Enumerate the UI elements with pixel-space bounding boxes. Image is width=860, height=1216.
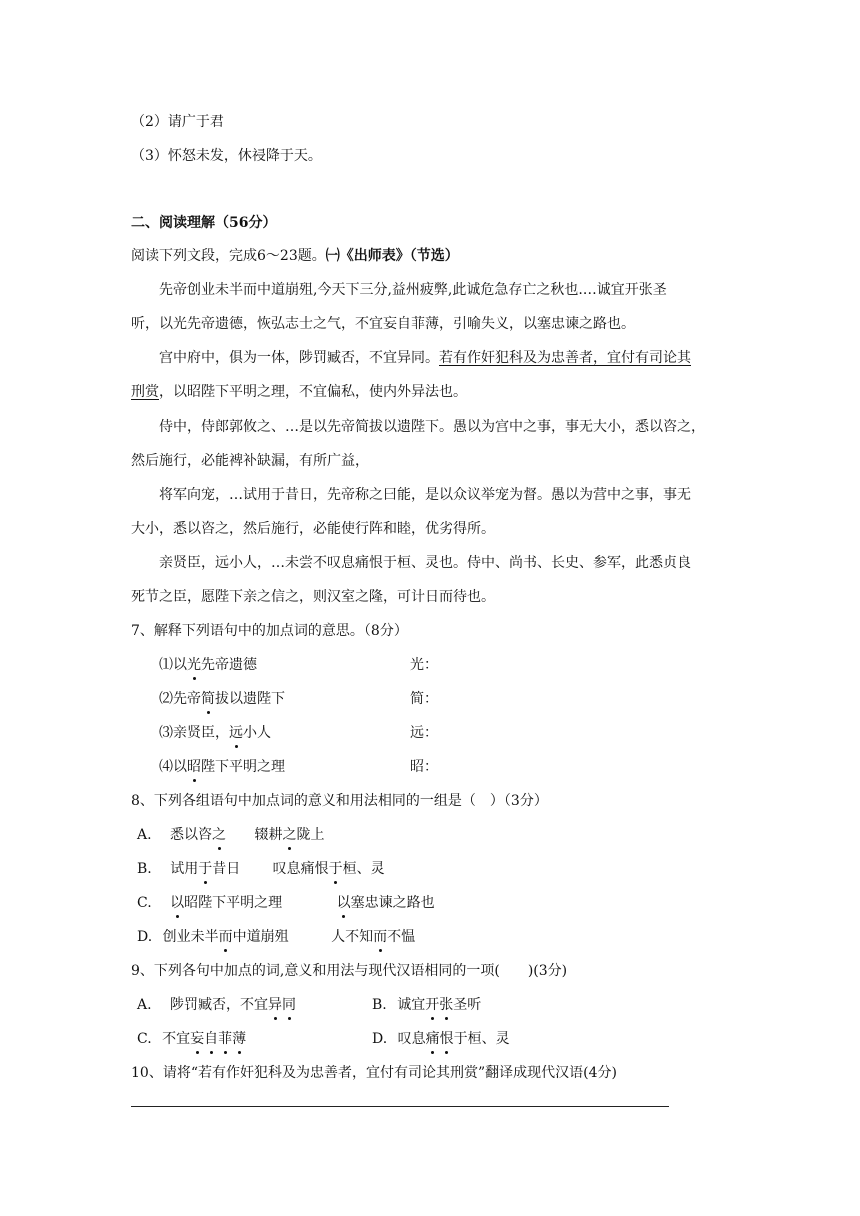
option-text: 不愠 [387,929,416,945]
q7-item-text: 小人 [243,725,271,741]
dotted-word: 而 [218,929,233,945]
dotted-word: 痛 [425,1031,440,1047]
passage-p4-line2: 大小，悉以咨之，然后施行，必能使行阵和睦，优劣得所。 [131,521,495,537]
answer-line[interactable] [131,1106,669,1107]
q7-item-text: 陛下平明之理 [201,759,285,775]
passage-p2-line2 [131,382,467,402]
p2-rest: ，以昭陛下平明之理，不宜偏私，使内外异法也。 [159,384,467,400]
dotted-word: 于 [198,861,213,877]
option-text: 陇上 [296,827,325,843]
q7-item-text: 拔以遗陛下 [215,691,285,707]
dotted-word: 菲 [218,1031,233,1047]
passage-p5-line1: 亲贤臣，远小人，…未尝不叹息痛恨于桓、灵也。侍中、尚书、长史、参军，此悉贞良 [159,555,691,571]
option-letter: A. [137,997,152,1013]
q7-item [159,757,285,777]
passage-p5-line2: 死节之臣，愿陛下亲之信之，则汉室之隆，可计日而待也。 [131,589,495,605]
q7-stem: 7、解释下列语句中的加点词的意思。（8分） [131,623,408,639]
dotted-word: 昭 [187,759,201,775]
option-text: 昔日 [212,861,241,877]
q7-answer-label: 昭： [410,759,438,775]
dotted-word: 同 [282,997,297,1013]
option-letter: D. [137,929,153,945]
passage-p2-line1 [159,348,691,368]
q9-option-c[interactable] [137,1029,246,1049]
q7-item [159,689,285,709]
p2-underlined-end: 刑赏 [131,384,159,400]
q7-answer-label: 光： [410,657,438,673]
q8-option-d[interactable] [137,927,415,947]
dotted-word: 张 [439,997,454,1013]
option-text: 叹息痛恨 [272,861,329,877]
option-letter: A. [137,827,152,843]
option-text: 叹息 [397,1031,426,1047]
q8-option-c[interactable] [137,893,435,913]
option-text: 人不知 [331,929,374,945]
dotted-word: 之 [282,827,297,843]
passage-p3-line2: 然后施行，必能裨补缺漏，有所广益， [131,453,369,469]
q7-item-text: ⑵先帝 [159,691,201,707]
q7-item [159,655,257,675]
q8-stem: 8、下列各组语句中加点词的意义和用法相同的一组是（ ）（3分） [131,793,548,809]
dotted-word: 而 [373,929,388,945]
q9-option-d[interactable] [372,1029,510,1049]
q9-option-a[interactable] [137,995,296,1015]
p2-underlined-text: 若有作奸犯科及为忠善者，宜付有司论其 [439,350,691,366]
dotted-word: 异 [268,997,283,1013]
dotted-word: 妄 [190,1031,205,1047]
passage-title: ㈠《出师表》（节选） [325,248,459,264]
option-text: 辍耕 [254,827,283,843]
option-text: 创业未半 [162,929,219,945]
p2-text: 宫中府中，俱为一体，陟罚臧否，不宜异同。 [159,350,439,366]
dotted-word: 自 [204,1031,219,1047]
dotted-word: 恨 [439,1031,454,1047]
q9-stem: 9、下列各句中加点的词,意义和用法与现代汉语相同的一项( )(3分) [131,963,568,979]
dotted-word: 之 [212,827,227,843]
option-text: 陟罚臧否，不宜 [170,997,269,1013]
dotted-word: 远 [229,725,243,741]
intro-text: 阅读下列文段，完成6～23题。 [131,248,326,264]
option-letter: C. [137,895,152,911]
option-text: 悉以咨 [170,827,213,843]
passage-p1-line1: 先帝创业未半而中道崩殂,今天下三分,益州疲弊,此诚危急存亡之秋也.…诚宜开张圣 [159,282,667,298]
option-text: 中道崩殂 [232,929,289,945]
q7-item-text: ⑷以 [159,759,187,775]
dotted-word: 于 [328,861,343,877]
dotted-word: 光 [187,657,201,673]
option-letter: D. [372,1031,388,1047]
option-text: 诚宜 [397,997,426,1013]
q8-option-a[interactable] [137,825,324,845]
option-text: 塞忠谏之路也 [350,895,435,911]
option-letter: B. [137,861,152,877]
q7-item-text: 先帝遗德 [201,657,257,673]
q7-item [159,723,271,743]
q7-item-text: ⑴以 [159,657,187,673]
option-text: 圣听 [453,997,482,1013]
dotted-word: 薄 [232,1031,247,1047]
section-heading: 二、阅读理解（56分） [131,215,277,231]
option-text: 不宜 [162,1031,191,1047]
option-text: 昭陛下平明之理 [184,895,283,911]
option-text: 于桓、灵 [453,1031,510,1047]
q7-item-text: ⑶亲贤臣， [159,725,229,741]
q7-answer-label: 简： [410,691,438,707]
q5-item-2: （2）请广于君 [131,114,224,130]
q8-option-b[interactable] [137,859,385,879]
dotted-word: 简 [201,691,215,707]
q7-answer-label: 远： [410,725,438,741]
option-letter: C. [137,1031,152,1047]
dotted-word: 开 [425,997,440,1013]
q5-item-3: （3）怀怒未发，休祲降于天。 [131,148,322,164]
passage-p3-line1: 侍中，侍郎郭攸之、…是以先帝简拔以遗陛下。愚以为宫中之事，事无大小，悉以咨之， [159,419,705,435]
passage-p1-line2: 听，以光先帝遗德，恢弘志士之气，不宜妄自菲薄，引喻失义，以塞忠谏之路也。 [131,316,635,332]
dotted-word: 以 [336,895,351,911]
q9-option-b[interactable] [372,995,481,1015]
option-letter: B. [372,997,387,1013]
section-intro [131,246,459,266]
passage-p4-line1: 将军向宠，…试用于昔日，先帝称之曰能，是以众议举宠为督。愚以为营中之事，事无 [159,487,691,503]
dotted-word: 以 [170,895,185,911]
option-text: 桓、灵 [342,861,385,877]
q10-stem: 10、请将“若有作奸犯科及为忠善者，宜付有司论其刑赏”翻译成现代汉语(4分) [131,1065,617,1081]
option-text: 试用 [170,861,199,877]
